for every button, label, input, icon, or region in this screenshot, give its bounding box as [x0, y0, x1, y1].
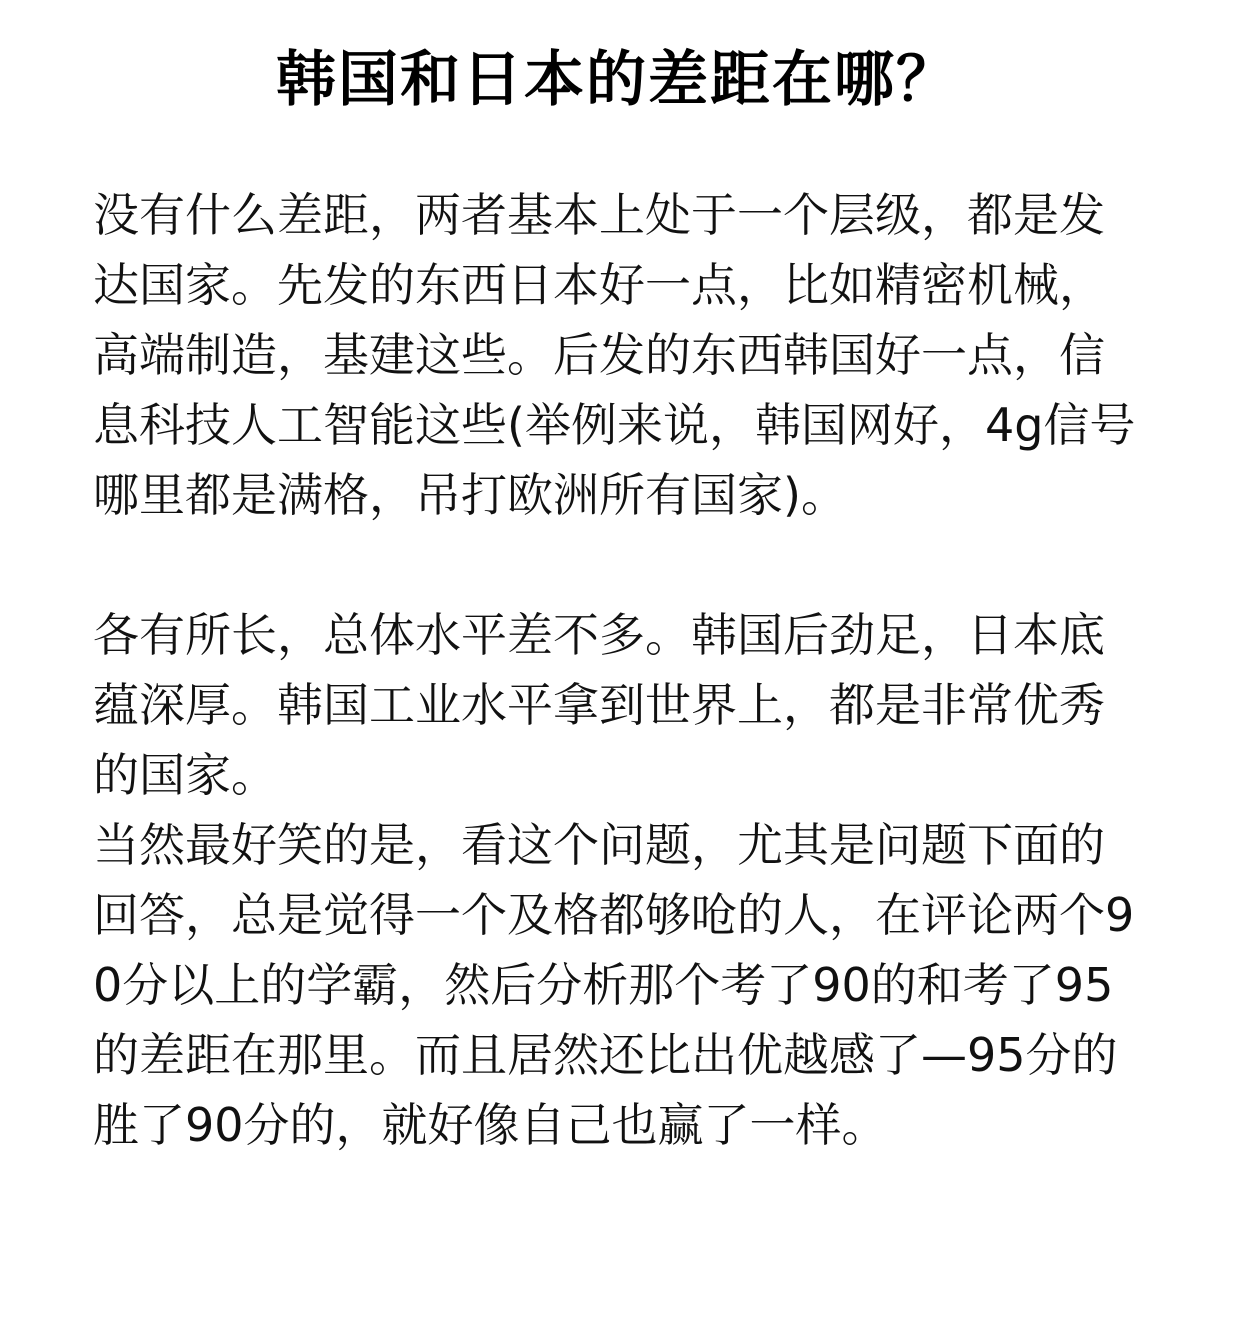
paragraph-3: 当然最好笑的是，看这个问题，尤其是问题下面的回答，总是觉得一个及格都够呛的人，在评论两个90分以上的学霸，然后分析那个考了90的和考了95的差距在那里。而且居然还比出优越感了—95分的胜了90分的，就好像自己也赢了一样。: [93, 818, 1135, 1152]
article-body: [93, 180, 1143, 1160]
paragraph-1: 没有什么差距，两者基本上处于一个层级，都是发达国家。先发的东西日本好一点，比如精密机械，高端制造，基建这些。后发的东西韩国好一点，信息科技人工智能这些(举例来说，韩国网好，4g信号哪里都是满格，吊打欧洲所有国家)。: [93, 188, 1136, 522]
page-title: 韩国和日本的差距在哪？: [276, 45, 958, 115]
paragraph-gap: [93, 530, 1143, 600]
paragraph-2: 各有所长，总体水平差不多。韩国后劲足，日本底蕴深厚。韩国工业水平拿到世界上，都是非常优秀的国家。: [93, 608, 1105, 802]
